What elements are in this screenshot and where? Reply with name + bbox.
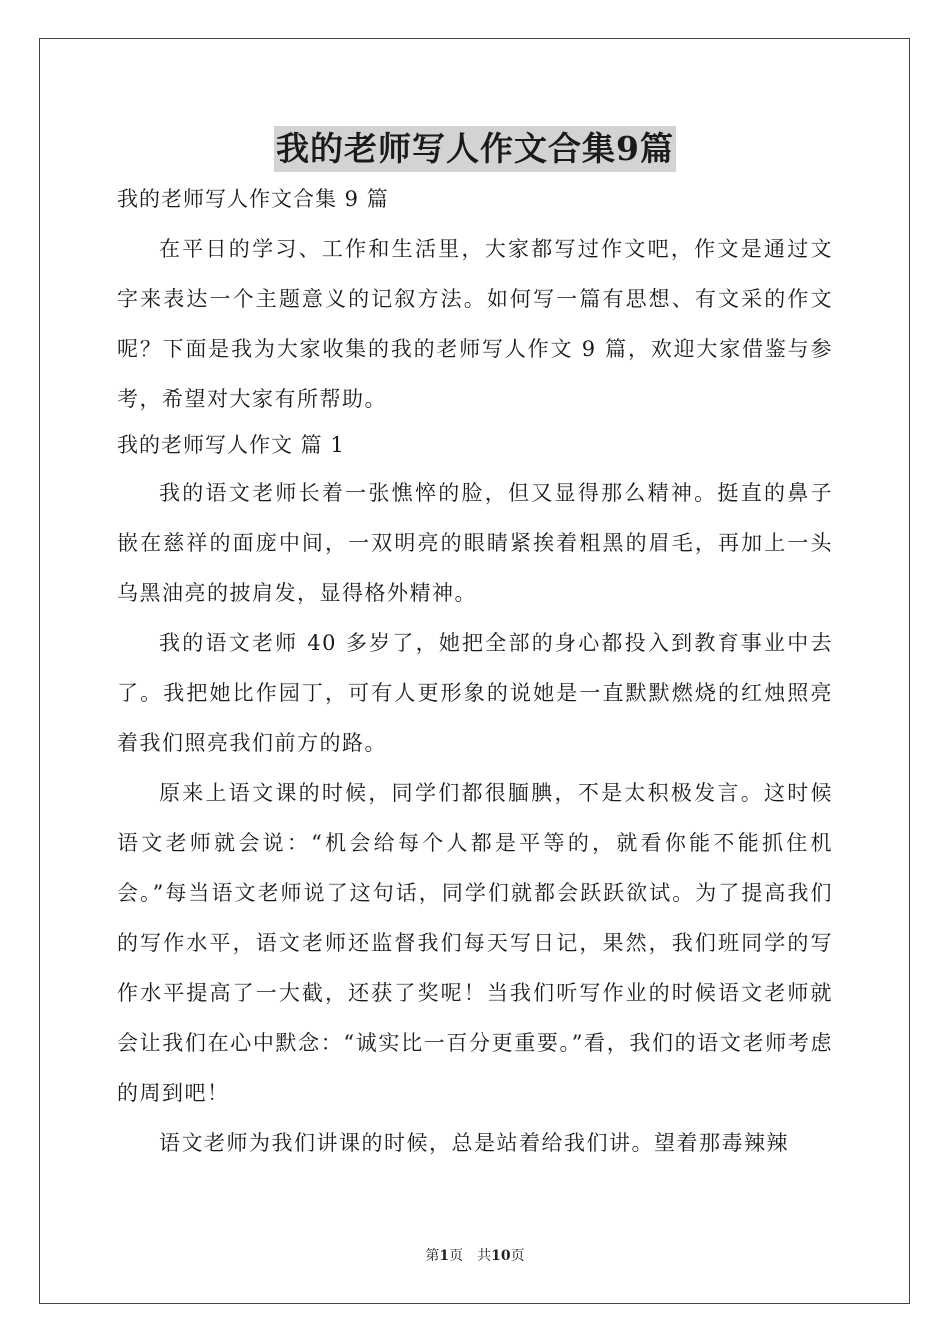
page-footer [0, 1245, 950, 1265]
body-paragraph-3: 原来上语文课的时候，同学们都很腼腆，不是太积极发言。这时候语文老师就会说：“机会给每个人都是平等的，就看你能不能抓住机会。”每当语文老师说了这句话，同学们就都会跃跃欲试。为了提高我们的写作水平，语文老师还监督我们每天写日记，果然，我们班同学的写作水平提高了一大截，还获了奖呢！当我们听写作业的时候语文老师就会让我们在心中默念：“诚实比一百分更重要。”看，我们的语文老师考虑的周到吧！ [117, 781, 833, 1105]
footer-mid: 页 共 [449, 1248, 492, 1264]
footer-suffix: 页 [510, 1248, 525, 1264]
body-paragraph-2: 我的语文老师 40 多岁了，她把全部的身心都投入到教育事业中去了。我把她比作园丁，可有人更形象的说她是一直默默燃烧的红烛照亮着我们照亮我们前方的路。 [117, 631, 833, 755]
footer-prefix: 第 [425, 1248, 440, 1264]
body-paragraph-1: 我的语文老师长着一张憔悴的脸，但又显得那么精神。挺直的鼻子嵌在慈祥的面庞中间，一双明亮的眼睛紧挨着粗黑的眉毛，再加上一头乌黑油亮的披肩发，显得格外精神。 [117, 481, 833, 605]
intro-paragraph: 在平日的学习、工作和生活里，大家都写过作文吧，作文是通过文字来表达一个主题意义的记叙方法。如何写一篇有思想、有文采的作文呢？下面是我为大家收集的我的老师写人作文 9 篇，欢迎大家借鉴与参考，希望对大家有所帮助。 [117, 237, 833, 411]
footer-current-page: 1 [439, 1248, 450, 1264]
document-title: 我的老师写人作文合集9篇 [274, 126, 676, 172]
body-paragraph-4: 语文老师为我们讲课的时候，总是站着给我们讲。望着那毒辣辣 [159, 1131, 789, 1155]
document-body [117, 180, 833, 1168]
title-container [0, 126, 950, 172]
document-subtitle: 我的老师写人作文合集 9 篇 [117, 187, 389, 211]
section-heading: 我的老师写人作文 篇 1 [117, 433, 345, 457]
footer-total-pages: 10 [491, 1248, 511, 1264]
